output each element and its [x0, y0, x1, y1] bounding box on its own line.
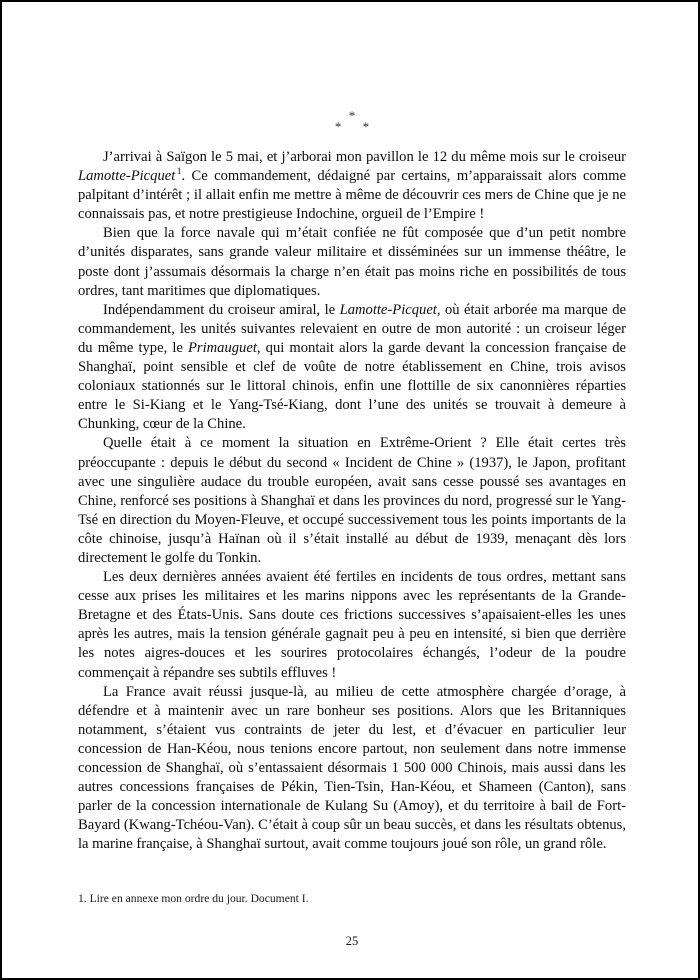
paragraph — [78, 568, 626, 683]
text-run: J’arrivai à Saïgon le 5 mai, et j’arborai mon pavillon le 12 du même mois sur le croiseur — [103, 149, 626, 165]
asterism-ornament — [78, 110, 626, 132]
page-number — [2, 934, 700, 949]
paragraph — [78, 683, 626, 855]
paragraph — [78, 224, 626, 300]
text-run: , où était arborée ma marque de commandement, les unités suivantes relevaient en outre de mon autorité : un croiseur léger du même type, le — [78, 301, 626, 356]
body-text-block — [78, 148, 626, 854]
paragraph — [78, 301, 626, 435]
text-run: Quelle était à ce moment la situation en Extrême-Orient ? Elle était certes très préoccupante : depuis le début du second « Incident de Chine » (1937), le Japon, profitant avec une singulière audace du trouble européen, avait sans cesse poussé ses avantages en Chine, renforcé ses positions à Shanghaï et dans les provinces du nord, progressé sur le Yang-Tsé en direction du Moyen-Fleuve, et occupé successivement tous les points importants de la côte chinoise, jusqu’à Haïnan où il s’était installé au début de 1939, menaçant dès lors directement le golfe du Tonkin. — [78, 435, 626, 566]
page-content — [78, 2, 626, 980]
footnote-text: 1. Lire en annexe mon ordre du jour. Document I. — [78, 892, 309, 905]
text-run: Indépendamment du croiseur amiral, le — [103, 301, 340, 318]
footnote — [78, 892, 626, 906]
text-run: Les deux dernières années avaient été fertiles en incidents de tous ordres, mettant sans cesse aux prises les militaires et les marins nippons avec les représentants de la Grande-Bretagne et des États-Unis. Sans doute ces frictions successives s’apaisaient-elles les unes après les autres, mais la tension générale gagnait peu à peu en intensité, si bien que derrière les notes aigres-douces et les sourires protocolaires échangés, l’odeur de la poudre commençait à répandre ses subtils effluves ! — [78, 569, 626, 681]
footnote-reference[interactable]: 1 — [176, 167, 182, 178]
ship-name-italic: Lamotte-Picquet — [78, 168, 176, 185]
text-run: Bien que la force navale qui m’était confiée ne fût composée que d’un petit nombre d’unités disparates, sans grande valeur militaire et disséminées sur un immense théâtre, le poste dont j’assumais désormais la charge n’en était pas moins riche en possibilités de tous ordres, tant maritimes que diplomatiques. — [78, 225, 626, 299]
paragraph — [78, 434, 626, 568]
paragraph — [78, 148, 626, 224]
text-run: . Ce commandement, dédaigné par certains, m’apparaissait alors comme palpitant d’intérêt ; il allait enfin me mettre à même de découvrir ces mers de Chine que je ne connaissais pas, et notre prestigieuse Indochine, orgueil de l’Empire ! — [78, 168, 626, 223]
text-run: , qui montait alors la garde devant la concession française de Shanghaï, point sensible et clef de voûte de notre établissement en Chine, trois avisos coloniaux stationnés sur le littoral chinois, enfin une flottille de six canonnières réparties entre le Si-Kiang et le Yang-Tsé-Kiang, dont l’une des unités se trouvait à demeure à Chunking, cœur de la Chine. — [78, 339, 626, 433]
page-number-value: 25 — [345, 934, 359, 948]
asterism-top-glyph: * — [348, 108, 356, 123]
ship-name-italic: Lamotte-Picquet — [339, 301, 437, 318]
asterism-bottom-glyphs: * * — [334, 119, 379, 134]
text-run: La France avait réussi jusque-là, au milieu de cette atmosphère chargée d’orage, à défendre et à maintenir avec un rare bonheur ses positions. Alors que les Britanniques notamment, s’étaient vus contraints de jeter du lest, et d’évacuer en particulier leur concession de Han-Kéou, nous tenions encore partout, non seulement dans notre immense concession de Shanghaï, où s’entassaient désormais 1 500 000 Chinois, mais aussi dans les autres concessions françaises de Pékin, Tien-Tsin, Han-Kéou, et Shameen (Canton), sans parler de la concession internationale de Kulang Su (Amoy), et du territoire à bail de Fort-Bayard (Kwang-Tchéou-Van). C’était à coup sûr un beau succès, et dans les résultats obtenus, la marine française, à Shanghaï surtout, avait comme toujours joué son rôle, un grand rôle. — [78, 683, 626, 853]
ship-name-italic: Primauguet — [187, 339, 257, 356]
